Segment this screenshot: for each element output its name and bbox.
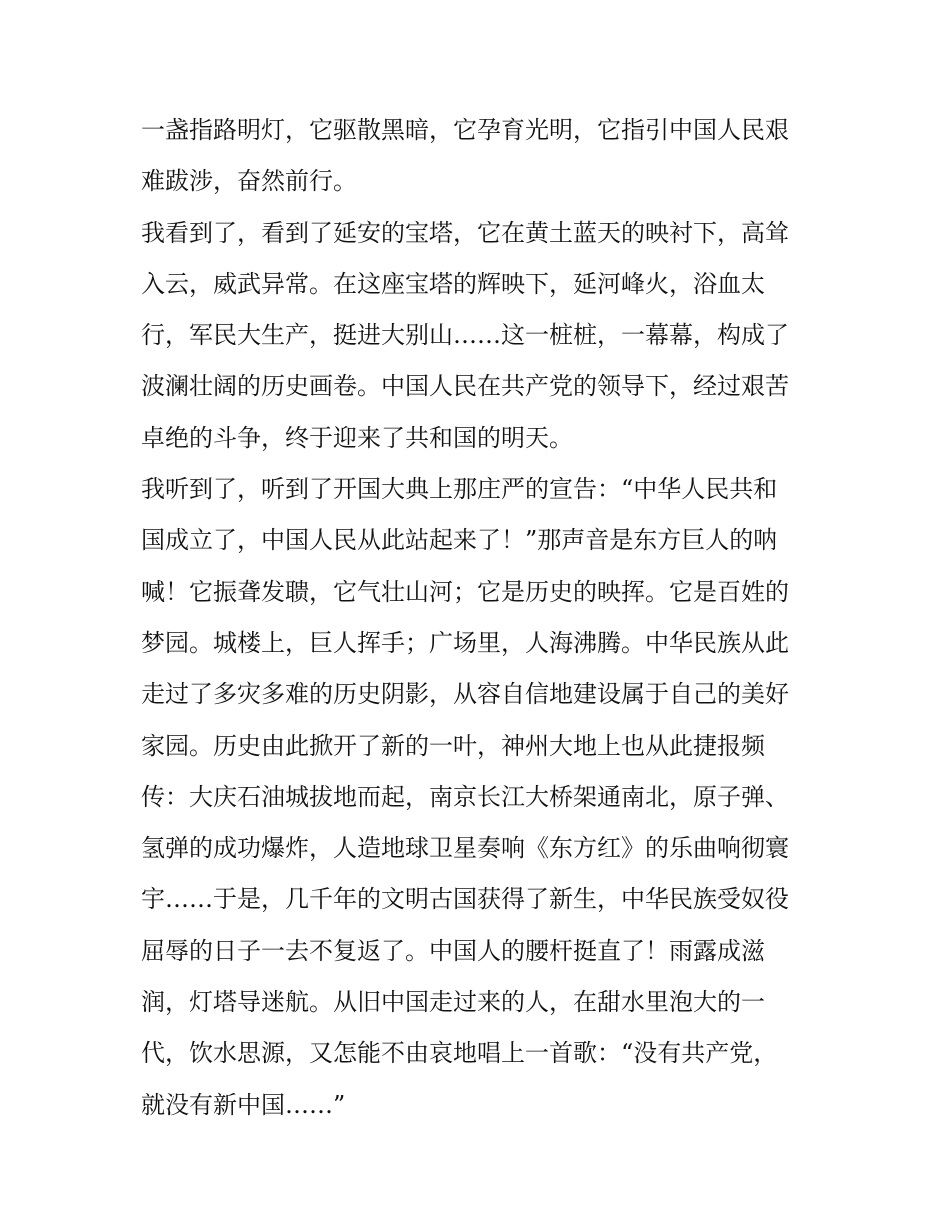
text-line: 梦园。城楼上，巨人挥手；广场里，人海沸腾。中华民族从此 — [141, 628, 789, 657]
essay-body — [141, 105, 813, 1131]
text-line: 传：大庆石油城拔地而起，南京长江大桥架通南北，原子弹、 — [141, 782, 789, 811]
text-line: 行，军民大生产，挺进大别山……这一桩桩，一幕幕，构成了 — [141, 321, 789, 350]
text-line: 润，灯塔导迷航。从旧中国走过来的人，在甜水里泡大的一 — [141, 988, 765, 1017]
text-line: 我看到了，看到了延安的宝塔，它在黄土蓝天的映衬下，高耸 — [141, 218, 789, 247]
text-line: 入云，威武异常。在这座宝塔的辉映下，延河峰火，浴血太 — [141, 269, 765, 298]
text-line: 喊！它振聋发聩，它气壮山河；它是历史的映挥。它是百姓的 — [141, 577, 789, 606]
text-line: 宇……于是，几千年的文明古国获得了新生，中华民族受奴役 — [141, 885, 789, 914]
text-line: 难跋涉，奋然前行。 — [141, 167, 357, 196]
text-line: 波澜壮阔的历史画卷。中国人民在共产党的领导下，经过艰苦 — [141, 372, 789, 401]
text-line: 我听到了，听到了开国大典上那庄严的宣告：“中华人民共和 — [141, 475, 778, 504]
text-line: 代，饮水思源，又怎能不由哀地唱上一首歌：“没有共产党， — [141, 1039, 778, 1068]
text-line: 家园。历史由此掀开了新的一叶，神州大地上也从此捷报频 — [141, 731, 765, 760]
text-line: 屈辱的日子一去不复返了。中国人的腰杆挺直了！雨露成滋 — [141, 936, 765, 965]
text-line: 一盏指路明灯，它驱散黑暗，它孕育光明，它指引中国人民艰 — [141, 116, 789, 144]
text-line: 氢弹的成功爆炸，人造地球卫星奏响《东方红》的乐曲响彻寰 — [141, 834, 789, 863]
text-line: 走过了多灾多难的历史阴影，从容自信地建设属于自己的美好 — [141, 680, 789, 709]
text-line: 国成立了，中国人民从此站起来了！”那声音是东方巨人的呐 — [141, 526, 778, 555]
text-line: 卓绝的斗争，终于迎来了共和国的明天。 — [141, 423, 573, 452]
text-line: 就没有新中国……” — [141, 1090, 346, 1119]
